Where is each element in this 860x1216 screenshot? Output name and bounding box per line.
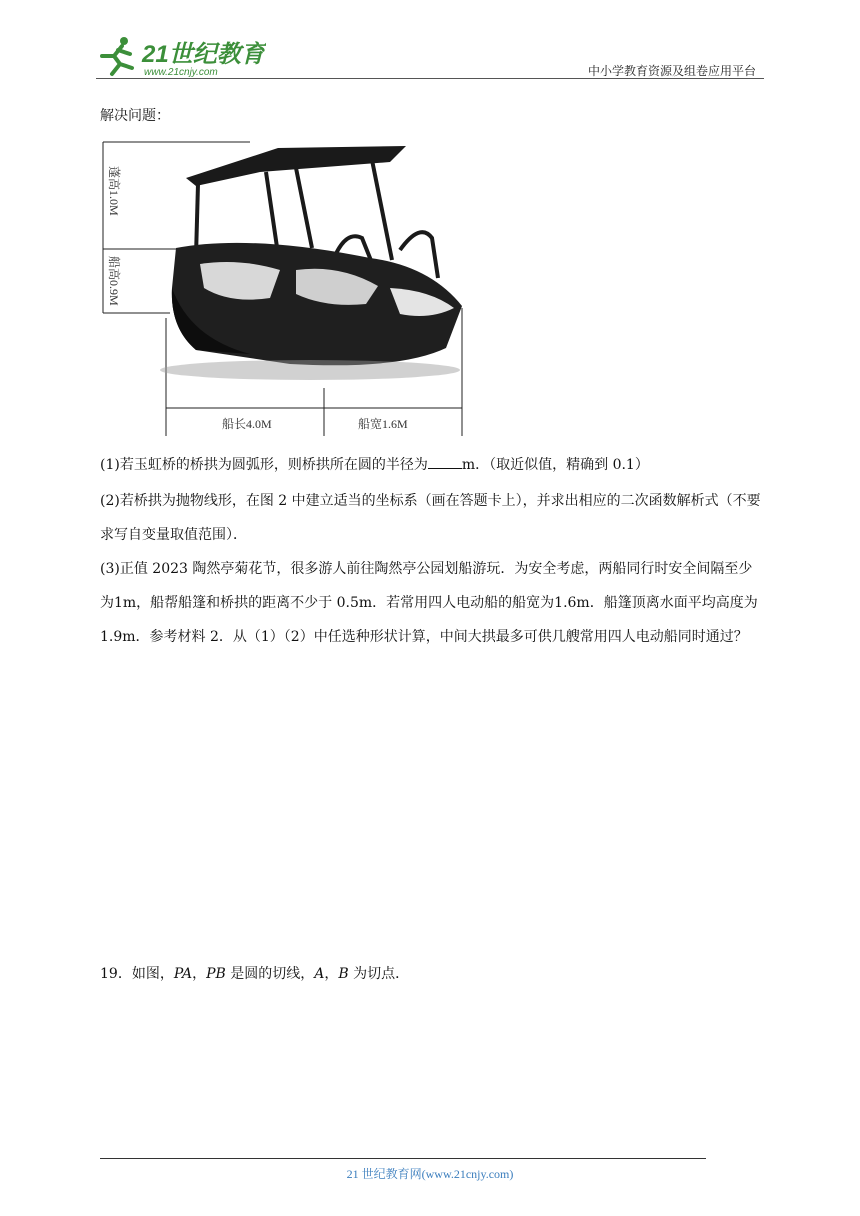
q19-comma2: ， bbox=[324, 966, 339, 982]
q19-b: B bbox=[338, 966, 349, 982]
q1-text-after: m．（取近似值，精确到 0.1） bbox=[461, 457, 649, 473]
site-logo bbox=[96, 34, 266, 78]
runner-icon bbox=[102, 37, 132, 74]
q1-text-before: (1)若玉虹桥的桥拱为圆弧形，则桥拱所在圆的半径为 bbox=[100, 457, 428, 473]
q19-mid: 是圆的切线， bbox=[225, 966, 315, 982]
footer-link[interactable]: 21 世纪教育网(www.21cnjy.com) bbox=[346, 1167, 514, 1181]
section-label: 解决问题： bbox=[100, 108, 170, 124]
q19-prefix: 19．如图， bbox=[100, 966, 174, 982]
question-1 bbox=[100, 454, 649, 475]
footer-divider bbox=[100, 1158, 706, 1159]
q19-pa: PA bbox=[173, 966, 193, 982]
label-hull-height: 船高0.9M bbox=[107, 256, 121, 306]
q19-pb: PB bbox=[206, 966, 226, 982]
label-boat-width: 船宽1.6M bbox=[358, 417, 408, 431]
q19-suffix: 为切点． bbox=[348, 966, 410, 982]
question-19 bbox=[100, 964, 409, 984]
header-divider bbox=[96, 78, 764, 79]
label-boat-length: 船长4.0M bbox=[222, 417, 272, 431]
header-slogan: 中小学教育资源及组卷应用平台 bbox=[587, 64, 756, 78]
question-2: (2)若桥拱为抛物线形，在图 2 中建立适当的坐标系（画在答题卡上），并求出相应的二次函数解析式（不要求写自变量取值范围）． bbox=[100, 493, 761, 543]
q19-a: A bbox=[314, 966, 325, 982]
label-canopy-height: 蓬高1.0M bbox=[107, 166, 121, 216]
q19-comma1: ， bbox=[192, 966, 207, 982]
logo-url: www.21cnjy.com bbox=[144, 67, 218, 78]
logo-text: 21世纪教育 bbox=[142, 41, 265, 68]
question-3: (3)正值 2023 陶然亭菊花节，很多游人前往陶然亭公园划船游玩．为安全考虑，两船同行时安全间隔至少为1m，船帮船篷和桥拱的距离不少于 0.5m．若常用四人电动船的船宽为1.6m．船篷顶离水面平均高度为1.9m．参考材料 2．从（1）（2）中任选种形状计算，中间大拱最多可供几艘常用四人电动船同时通过？ bbox=[100, 561, 758, 645]
page-header bbox=[96, 34, 764, 80]
answer-blank bbox=[428, 454, 462, 469]
boat-figure bbox=[100, 138, 470, 440]
